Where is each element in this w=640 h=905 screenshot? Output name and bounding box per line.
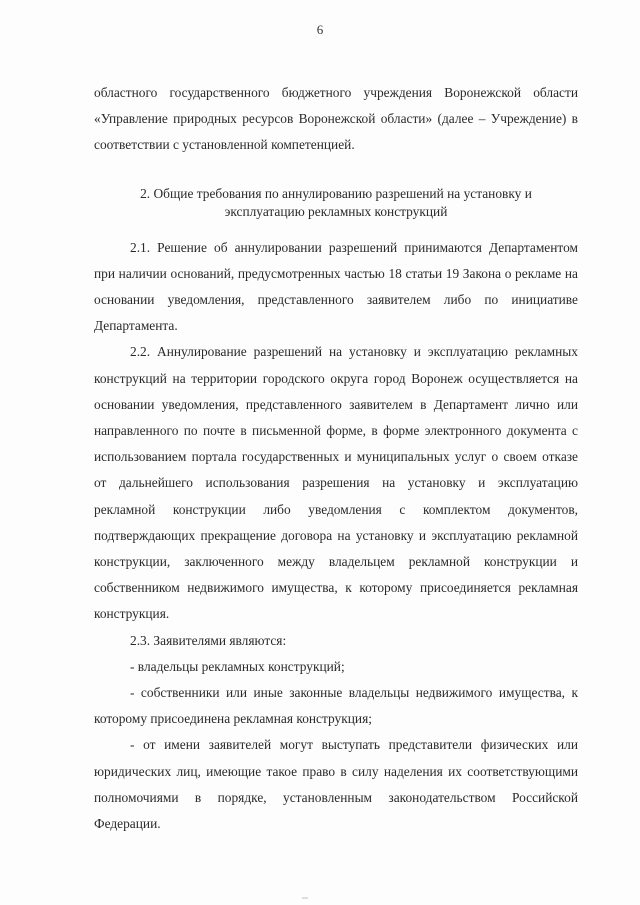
intro-paragraph: областного государственного бюджетного учреждения Воронежской области «Управление природных ресурсов Воронежской области» (далее – Учреждение) в соответствии с установленной компетенцией. [94, 85, 578, 153]
list-item-owners: - владельцы рекламных конструкций; [130, 658, 345, 674]
section-heading [94, 185, 578, 221]
paragraph-2-2: 2.2. Аннулирование разрешений на установку и эксплуатацию рекламных конструкций на территории городского округа город Воронеж осуществляется на основании уведомления, представленного заявителем в Департамент лично или направленного по почте в письменной форме, в форме электронного документа с использованием портала государственных и муниципальных услуг о своем отказе от дальнейшего использования разрешения на установку и эксплуатацию рекламной конструкции либо уведомления с комплектом документов, подтверждающих прекращение договора на установку и эксплуатацию рекламной конструкции, заключенного между владельцем рекламной конструкции и собственником недвижимого имущества, к которому присоединяется рекламная конструкция. [94, 344, 578, 622]
section-heading-line-1: 2. Общие требования по аннулированию разрешений на установку и [140, 185, 532, 201]
list-item-property-owners: - собственники или иные законные владельцы недвижимого имущества, к которому присоединена рекламная конструкция; [94, 685, 578, 727]
paragraph-2-1: 2.1. Решение об аннулировании разрешений принимаются Департаментом при наличии оснований, предусмотренных частью 18 статьи 19 Закона о рекламе на основании уведомления, представленного заявителем либо по инициативе Департамента. [94, 239, 578, 334]
section-heading-line-2: эксплуатацию рекламных конструкций [224, 203, 448, 219]
scan-mark [302, 897, 308, 899]
page-number: 6 [316, 22, 324, 37]
document-body [94, 80, 578, 837]
list-item-representatives: - от имени заявителей могут выступать представители физических или юридических лиц, имеющие такое право в силу наделения их соответствующими полномочиями в порядке, установленным законодательством Российской Федерации. [94, 737, 578, 832]
paragraph-2-3: 2.3. Заявителями являются: [130, 632, 287, 648]
